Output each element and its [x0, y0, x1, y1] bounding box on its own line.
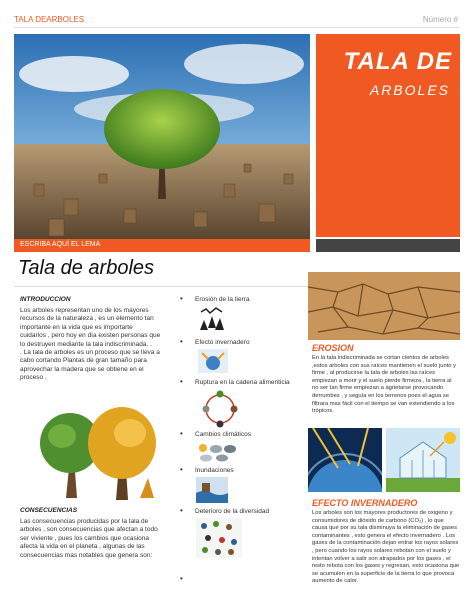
intro-text: Los arboles representan uno de los mayores recursos de la naturaleza , es un elemento tan importante en la vida que es importarte cuidarlos , pero hoy en día existen personas que lo destruyen mediante la tala indiscriminada. . . La tala de arboles es un proceso que se lleva a cabo cortando Plantas de gran tamaño para aprovechar la madera que se obtiene en el proceso .: [20, 307, 161, 382]
bullet-dot: •: [180, 377, 183, 386]
erosion-text: En la tala indiscriminada se cortan cientos de arboles ,estos arboles con sus raíces mantienen el suelo junto y firme , al producirse la tala de arboles las raíces empiezan a morir y el suelo pierde firmeza , la tierra al no ser tan firme empiezan a agrietarse provocando derrumbes , y seguía en los terrenos poes el agua se filtrara mas fácil con el tiempo se van extendiendo a los trópicos.: [312, 355, 457, 415]
title-panel: [316, 34, 460, 237]
bullet-dot: •: [180, 429, 183, 438]
consequences-text: Las consecuencias producidas por la tala de arboles , son consecuencias que afectan a todo ser viviente , pues los cambios que ocasiona afecta la vida en el planeta , algunas de las consecuencias mas notables que genera son:: [20, 518, 158, 559]
flood-icon: [196, 477, 228, 508]
bullet-dot: •: [180, 294, 183, 303]
title-line-2: ARBOLES: [369, 82, 450, 98]
food-chain-icon: [196, 389, 244, 434]
greenhouse-text: Los arboles son los mayores productores de oxigeno y consumidores de dióxido de carbono (CO₂) , lo que causa que por su tala disminuya la eliminación de gases contaminantes , esto genera el efecto invernadero . Los gases de la contaminación dejan entrar los rayos solares , pero cuando los rayos solares rebotan con el suelo y intentan volver a salir son atrapados por los gases , el resto rebota con los gases y regresan, esto ocasiona que se acumulen en la superficie de la tierra lo que provoca aumento de calor.: [312, 510, 460, 585]
erosion-heading: EROSION: [312, 343, 354, 353]
accent-bar: [316, 239, 460, 252]
byline: ESCRIBA AQUÍ EL LEMA: [20, 241, 101, 248]
issue-number: Número #: [422, 15, 458, 24]
page-title: Tala de arboles: [18, 257, 155, 279]
biodiversity-icon: [196, 518, 242, 563]
header-divider: [14, 27, 460, 28]
tree-illustration: [30, 398, 165, 508]
bullet-greenhouse: Efecto invernadero: [195, 339, 250, 346]
greenhouse-icon: [198, 349, 228, 378]
greenhouse-diagram-earth: [308, 428, 382, 492]
intro-heading: INTRODUCCION: [20, 296, 71, 303]
bullet-dot: •: [180, 574, 183, 583]
bullet-dot: •: [180, 465, 183, 474]
stumps-icon: [198, 306, 226, 337]
greenhouse-heading: EFECTO INVERNADERO: [312, 498, 418, 508]
title-line-1: TALA DE: [343, 48, 452, 75]
bullet-food-chain: Ruptura en la cadena alimenticia: [195, 379, 290, 386]
weather-icon: [196, 441, 240, 468]
hero-image: [14, 34, 310, 239]
bullet-dot: •: [180, 506, 183, 515]
bullet-climate: Cambios climáticos: [195, 431, 251, 438]
byline-bar: [14, 239, 310, 252]
bullet-erosion: Erosión de la tierra: [195, 296, 250, 303]
consequences-heading: CONSECUENCIAS: [20, 507, 78, 514]
greenhouse-diagram-house: [386, 428, 460, 492]
bullet-floods: Inundaciones: [195, 467, 234, 474]
erosion-image: [308, 272, 460, 340]
header-title: TALA DEARBOLES: [14, 15, 85, 24]
bullet-dot: •: [180, 337, 183, 346]
bullet-biodiversity: Deterioro de la diversidad: [195, 508, 270, 515]
